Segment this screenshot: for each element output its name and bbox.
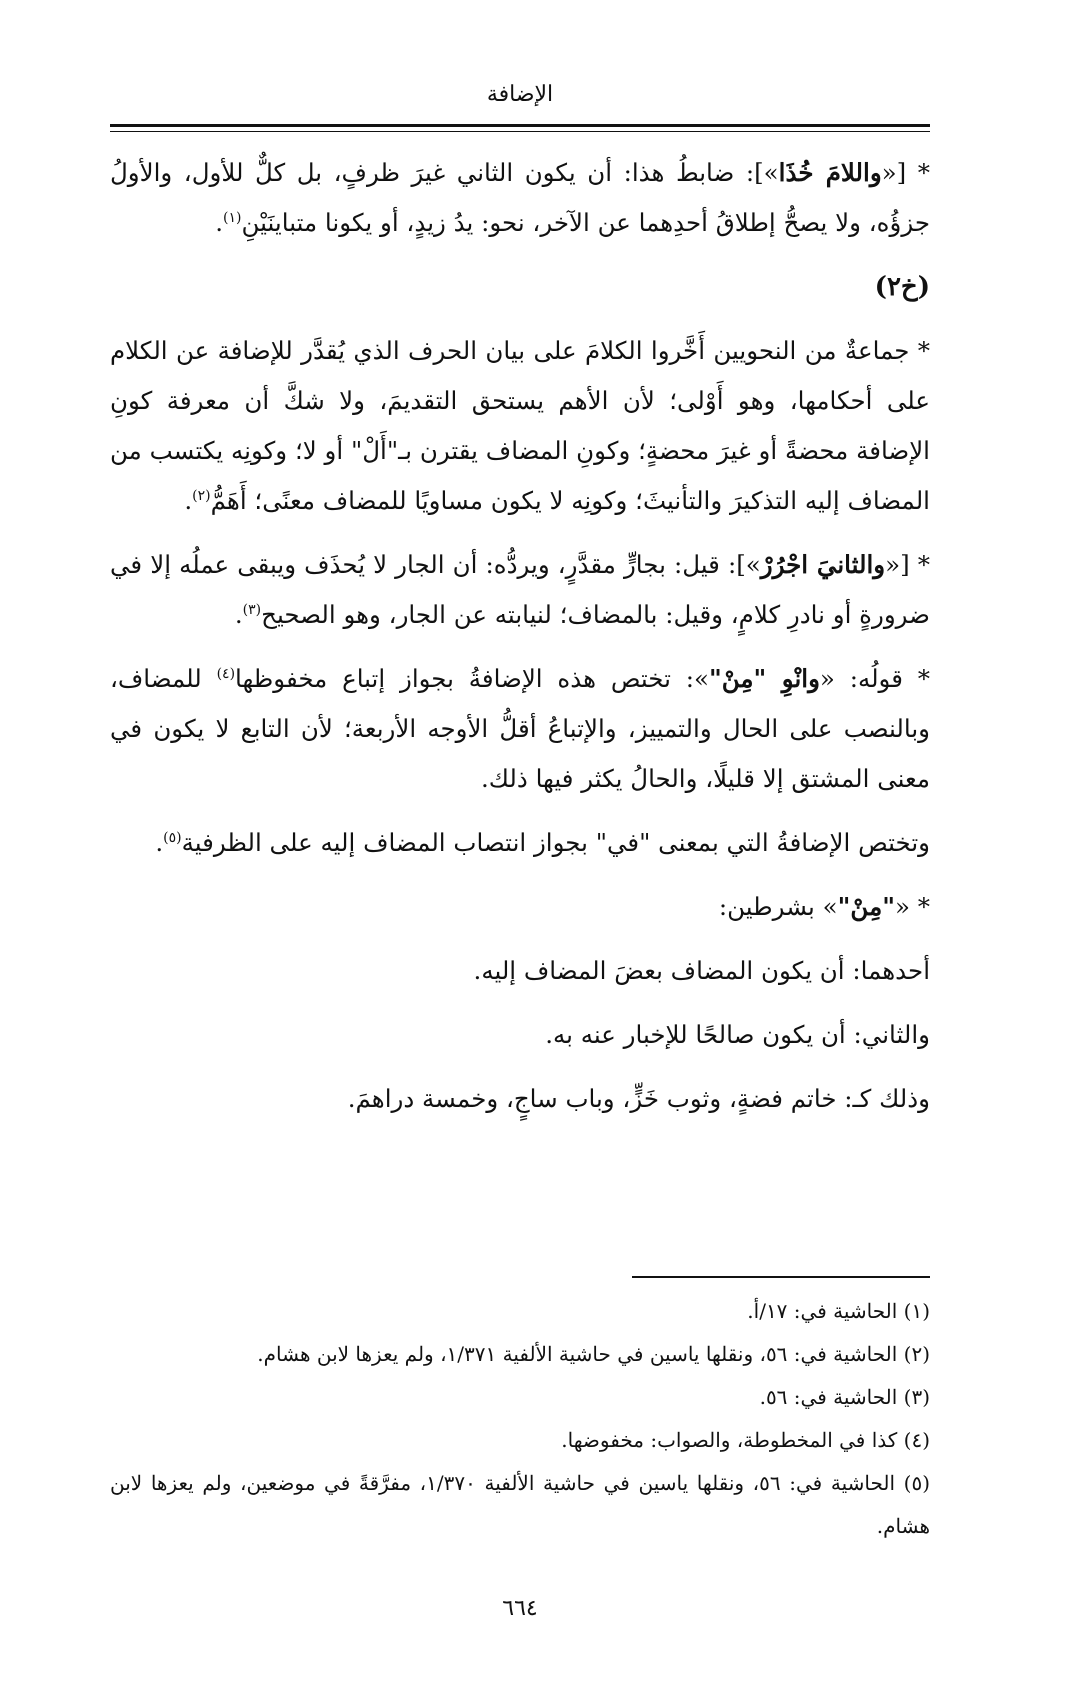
- quoted-verse: وانْوِ "مِنْ": [708, 664, 820, 693]
- paragraph-8: والثاني: أن يكون صالحًا للإخبار عنه به.: [545, 1020, 930, 1049]
- paragraph-2: * جماعةٌ من النحويين أَخَّروا الكلامَ على بيان الحرف الذي يُقدَّر للإضافة عن الكلام على أحكامها، وهو أَوْلى؛ لأن الأهم يستحق التقديمَ، ولا شكَّ أن معرفة كونِ الإضافة محضةً أو غيرَ محضةٍ؛ وكونِ المضاف يقترن بـ"أَلْ" أو لا؛ وكونِه يكتسب من المضاف إليه التذكيرَ والتأنيثَ؛ وكونِه لا يكون مساويًا للمضاف معنًى؛ أَهَمُّ$^{(٢)}$.: [110, 336, 930, 515]
- running-title: الإضافة: [486, 82, 554, 107]
- paragraph-4: * قولُه: «وانْوِ "مِنْ"»: تختص هذه الإضافةُ بجواز إتباع مخفوظها$^{(٤)}$ للمضاف، وبالنصب على الحال والتمييز، والإتباعُ أقلُّ الأوجه الأربعة؛ لأن التابع لا يكون في معنى المشتق إلا قليلًا، والحالُ يكثر فيها ذلك.: [110, 664, 930, 793]
- paragraph-5: وتختص الإضافةُ التي بمعنى "في" بجواز انتصاب المضاف إليه على الظرفية$^{(٥)}$.: [155, 828, 930, 857]
- footnote-ref: (٣): [242, 601, 262, 618]
- footnote-ref: (١): [223, 209, 242, 226]
- section-marker: (خ٢): [874, 272, 930, 302]
- page-number: ٦٦٤: [502, 1596, 538, 1621]
- footnote-ref: (٥): [163, 829, 182, 846]
- paragraph-9: وذلك كـ: خاتم فضةٍ، وثوب خَزٍّ، وباب ساجٍ، وخمسة دراهمَ.: [347, 1084, 930, 1113]
- footnote-4: (٤) كذا في المخطوطة، والصواب: مخفوضها.: [561, 1428, 930, 1452]
- paragraph-7: أحدهما: أن يكون المضاف بعضَ المضاف إليه.: [473, 956, 930, 985]
- footnote-ref: (٢): [192, 487, 211, 504]
- quoted-verse: واللامَ خُذَا: [778, 158, 882, 187]
- footnote-separator: [632, 1276, 930, 1278]
- footnote-1: (١) الحاشية في: ١٧/أ.: [747, 1299, 930, 1323]
- quoted-verse: "مِنْ": [837, 892, 895, 921]
- paragraph-3: * [«والثانيَ اجْرُرْ»]: قيل: بجارٍّ مقدَّرٍ، ويردُّه: أن الجار لا يُحذَف ويبقى عملُه إلا في ضرورةٍ أو نادرِ كلامٍ، وقيل: بالمضاف؛ لنيابته عن الجار، وهو الصحيح$^{(٣)}$.: [110, 550, 930, 629]
- footnote-3: (٣) الحاشية في: ٥٦.: [759, 1385, 930, 1409]
- footnote-5: (٥) الحاشية في: ٥٦، ونقلها ياسين في حاشية الألفية ١/٣٧٠، مفرَّقةً في موضعين، ولم يعزها لابن هشام.: [110, 1471, 931, 1538]
- footnote-ref: (٤): [216, 665, 236, 682]
- paragraph-6: * «"مِنْ"» بشرطين:: [718, 892, 930, 921]
- header-rule-thin: [110, 131, 930, 132]
- footnotes: [110, 1290, 930, 1548]
- footnote-2: (٢) الحاشية في: ٥٦، ونقلها ياسين في حاشية الألفية ١/٣٧١، ولم يعزها لابن هشام.: [257, 1342, 930, 1366]
- header-rule-thick: [110, 124, 930, 127]
- quoted-verse: والثانيَ اجْرُرْ: [760, 550, 886, 579]
- paragraph-1: * [«واللامَ خُذَا»]: ضابطُ هذا: أن يكون الثاني غيرَ ظرفٍ، بل كلٌّ للأول، والأولُ جزؤُه، ولا يصحُّ إطلاقُ أحدِهما عن الآخر، نحو: يدُ زيدٍ، أو يكونا متباينَيْنِ$^{(١)}$.: [110, 158, 930, 237]
- main-text: [110, 148, 930, 1138]
